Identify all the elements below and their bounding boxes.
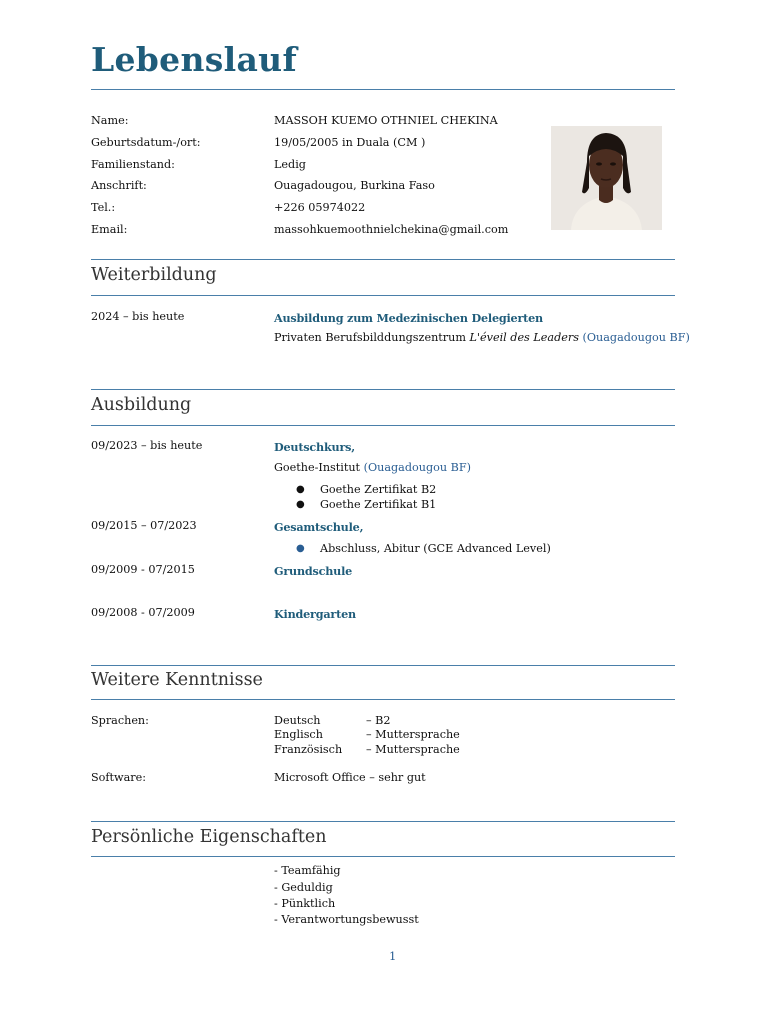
ausbildung-title: Gesamtschule, (274, 520, 364, 534)
eigenschaften-divider-bottom (91, 856, 675, 857)
ausbildung-title: Deutschkurs, (274, 440, 355, 454)
language-level: – Muttersprache (366, 743, 460, 756)
ausbildung-org (274, 461, 471, 475)
language-name: Französisch (274, 743, 343, 756)
bullet-text: Goethe Zertifikat B2 (320, 483, 437, 496)
weiterbildung-location: (Ouagadougou BF) (582, 331, 690, 344)
bullet-dot: ● (296, 484, 305, 495)
bullet-dot: ● (296, 499, 305, 510)
software-value: Microsoft Office – sehr gut (274, 771, 426, 784)
address-label: Anschrift: (91, 179, 147, 192)
bullet-text: Goethe Zertifikat B1 (320, 498, 437, 511)
kenntnisse-divider-top (91, 665, 675, 666)
weiterbildung-school-name: Privaten Berufsbilddungszentrum (274, 331, 466, 344)
marital-label: Familienstand: (91, 158, 175, 171)
eigenschaften-divider-top (91, 821, 675, 822)
weiterbildung-school (274, 331, 690, 345)
ausbildung-location: (Ouagadougou BF) (363, 461, 471, 474)
trait-item: - Geduldig (274, 881, 333, 894)
email-label: Email: (91, 223, 128, 236)
name-label: Name: (91, 114, 129, 127)
trait-item: - Pünktlich (274, 897, 336, 910)
ausbildung-org-name: Goethe-Institut (274, 461, 361, 474)
birth-label: Geburtsdatum-/ort: (91, 136, 201, 149)
ausbildung-date: 09/2008 - 07/2009 (91, 606, 195, 619)
marital-value: Ledig (274, 158, 306, 171)
language-name: Deutsch (274, 714, 321, 727)
ausbildung-divider-top (91, 389, 675, 390)
languages-label: Sprachen: (91, 714, 149, 727)
kenntnisse-divider-bottom (91, 699, 675, 700)
weiterbildung-divider-bottom (91, 295, 675, 296)
profile-photo (551, 126, 662, 230)
trait-item: - Teamfähig (274, 864, 341, 877)
trait-item: - Verantwortungsbewusst (274, 913, 419, 926)
kenntnisse-heading: Weitere Kenntnisse (91, 670, 263, 690)
language-name: Englisch (274, 728, 323, 741)
page-number: 1 (389, 949, 397, 963)
page-title: Lebenslauf (91, 40, 297, 79)
ausbildung-date: 09/2015 – 07/2023 (91, 519, 197, 532)
eigenschaften-heading: Persönliche Eigenschaften (91, 827, 327, 847)
language-level: – B2 (366, 714, 391, 727)
email-value: massohkuemoothnielchekina@gmail.com (274, 223, 509, 236)
weiterbildung-school-italic: L'éveil des Leaders (469, 331, 579, 344)
ausbildung-title: Grundschule (274, 564, 353, 578)
software-label: Software: (91, 771, 147, 784)
weiterbildung-course: Ausbildung zum Medezinischen Delegierten (274, 311, 543, 325)
title-divider (91, 89, 675, 90)
ausbildung-title: Kindergarten (274, 607, 356, 621)
phone-value: +226 05974022 (274, 201, 366, 214)
ausbildung-date: 09/2023 – bis heute (91, 439, 203, 452)
weiterbildung-divider-top (91, 259, 675, 260)
bullet-dot: ● (296, 543, 305, 554)
birth-value: 19/05/2005 in Duala (CM ) (274, 136, 426, 149)
ausbildung-heading: Ausbildung (91, 395, 192, 415)
language-level: – Muttersprache (366, 728, 460, 741)
ausbildung-divider-bottom (91, 425, 675, 426)
address-value: Ouagadougou, Burkina Faso (274, 179, 435, 192)
weiterbildung-date: 2024 – bis heute (91, 310, 185, 323)
phone-label: Tel.: (91, 201, 116, 214)
name-value: MASSOH KUEMO OTHNIEL CHEKINA (274, 114, 498, 127)
ausbildung-date: 09/2009 - 07/2015 (91, 563, 195, 576)
weiterbildung-heading: Weiterbildung (91, 265, 217, 285)
bullet-text: Abschluss, Abitur (GCE Advanced Level) (320, 542, 551, 555)
